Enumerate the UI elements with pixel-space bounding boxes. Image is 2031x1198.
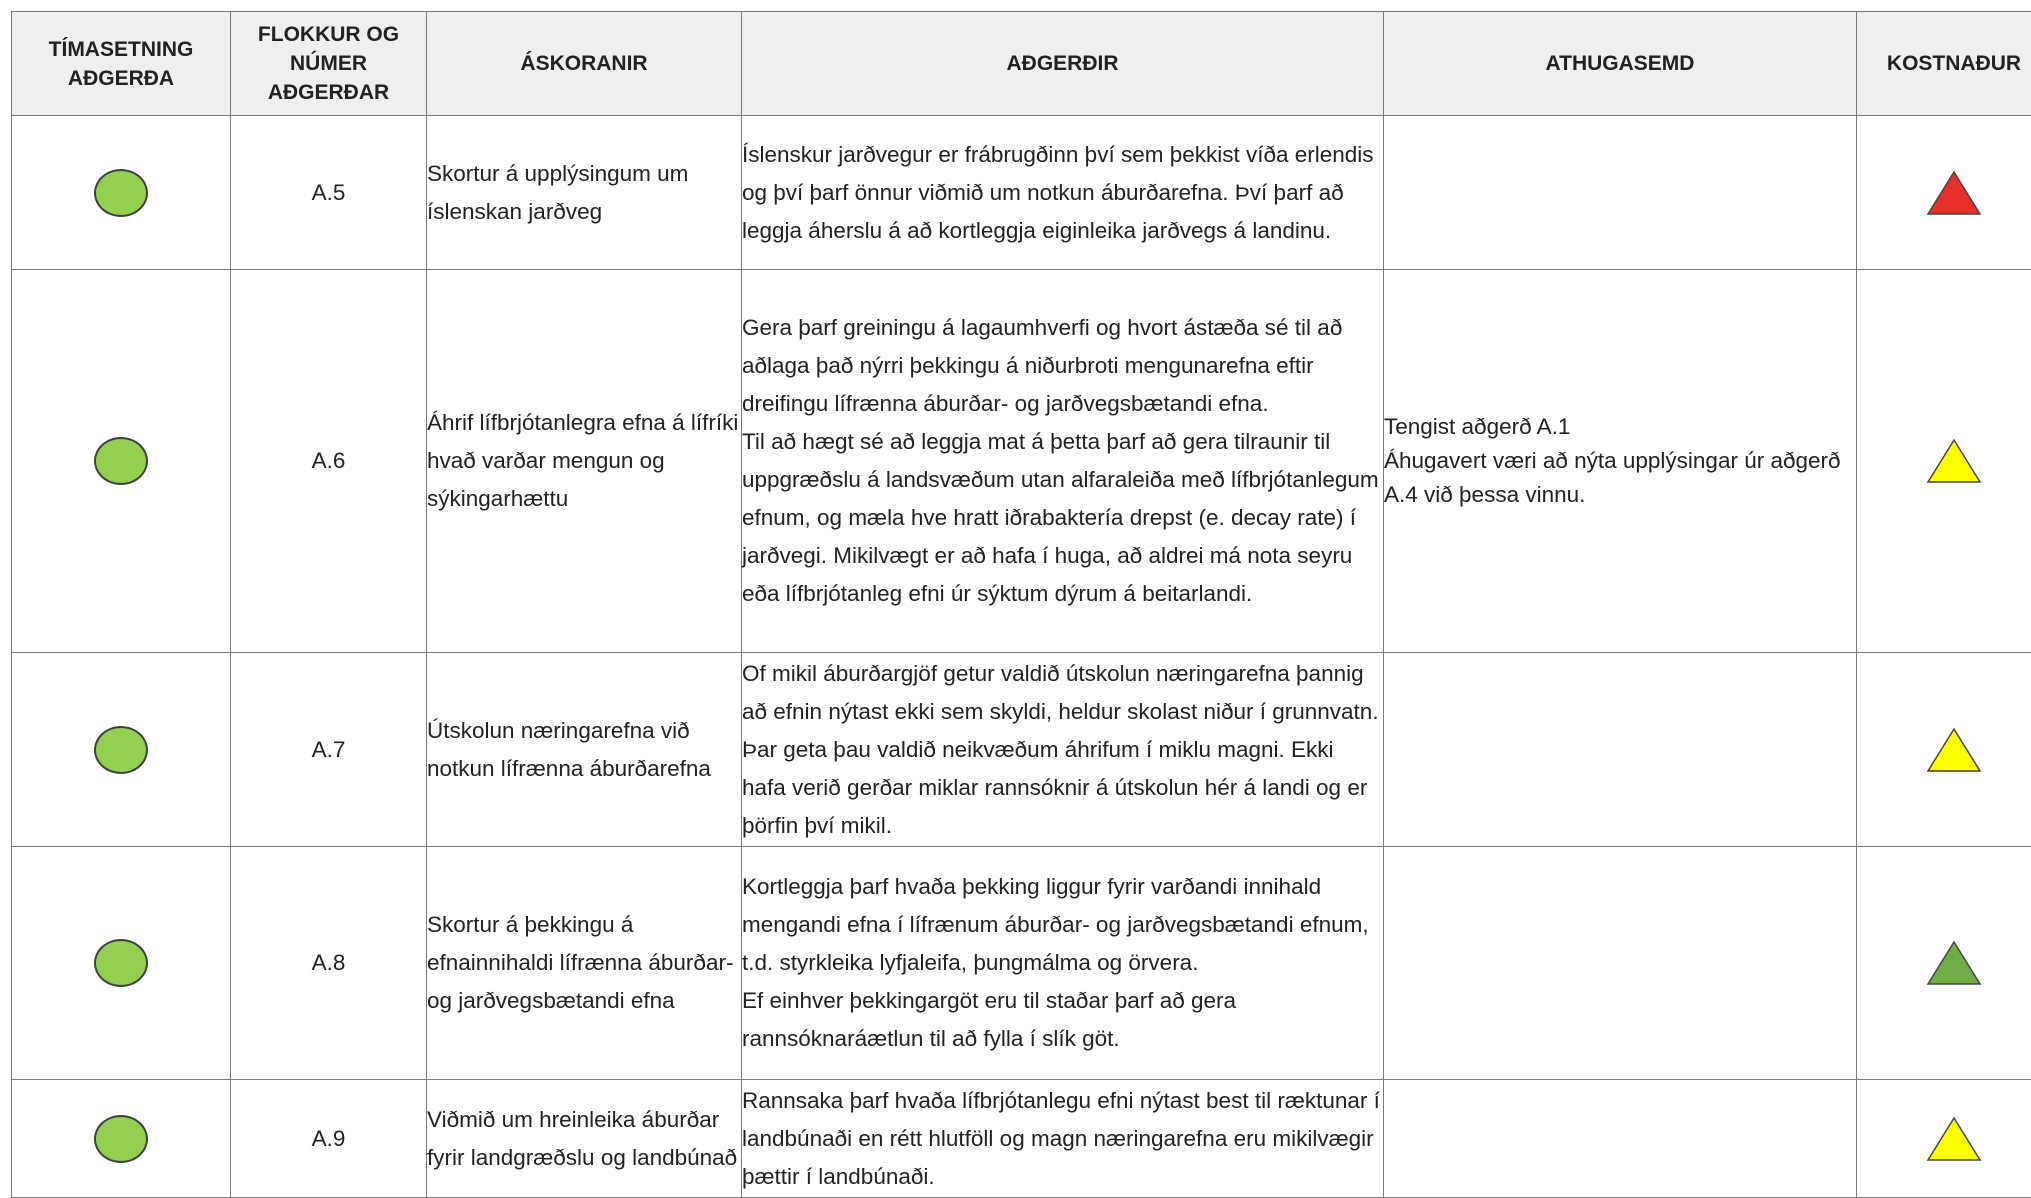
challenge-text: Áhrif lífbrjótanlegra efna á lífríki hvað varðar mengun og sýkingarhættu bbox=[427, 270, 742, 653]
red-triangle-icon bbox=[1925, 169, 1983, 217]
action-number: A.9 bbox=[231, 1080, 427, 1198]
header-challenges: ÁSKORANIR bbox=[427, 12, 742, 116]
cost-cell bbox=[1857, 116, 2031, 270]
action-paragraph: Til að hægt sé að leggja mat á þetta þarf að gera tilraunir til uppgræðslu á landsvæðum utan alfaraleiða með lífbrjótanlegum efnum, og mæla hve hratt iðrabaktería drepst (e. decay rate) í jarðvegi. Mikilvægt er að hafa í huga, að aldrei má nota seyru eða lífbrjótanleg efni úr sýktum dýrum á beitarlandi. bbox=[742, 423, 1383, 613]
action-paragraph: Gera þarf greiningu á lagaumhverfi og hvort ástæða sé til að aðlaga það nýrri þekkingu á niðurbroti mengunarefna eftir dreifingu lífrænna áburðar- og jarðvegsbætandi efna. bbox=[742, 309, 1383, 423]
table-row bbox=[12, 1080, 2031, 1198]
header-cost: KOSTNAÐUR bbox=[1857, 12, 2031, 116]
green-circle-icon bbox=[94, 1115, 148, 1163]
timing-cell bbox=[12, 1080, 231, 1198]
timing-cell bbox=[12, 847, 231, 1080]
note-cell bbox=[1384, 847, 1857, 1080]
table-row bbox=[12, 116, 2031, 270]
yellow-triangle-icon bbox=[1925, 726, 1983, 774]
table-row bbox=[12, 847, 2031, 1080]
action-paragraph: Kortleggja þarf hvaða þekking liggur fyrir varðandi innihald mengandi efna í lífrænum áburðar- og jarðvegsbætandi efnum, t.d. styrkleika lyfjaleifa, þungmálma og örvera. bbox=[742, 868, 1383, 982]
challenge-text: Viðmið um hreinleika áburðar fyrir landgræðslu og landbúnað bbox=[427, 1080, 742, 1198]
timing-cell bbox=[12, 116, 231, 270]
cost-cell bbox=[1857, 1080, 2031, 1198]
action-number: A.5 bbox=[231, 116, 427, 270]
note-line: Áhugavert væri að nýta upplýsingar úr aðgerð A.4 við þessa vinnu. bbox=[1384, 444, 1856, 512]
action-cell bbox=[742, 1080, 1384, 1198]
action-paragraph: Ef einhver þekkingargöt eru til staðar þarf að gera rannsóknaráætlun til að fylla í slík göt. bbox=[742, 982, 1383, 1058]
note-cell bbox=[1384, 116, 1857, 270]
action-number: A.7 bbox=[231, 653, 427, 847]
timing-cell bbox=[12, 270, 231, 653]
action-plan-table bbox=[11, 11, 2031, 1198]
action-cell bbox=[742, 270, 1384, 653]
cost-cell bbox=[1857, 847, 2031, 1080]
action-paragraph: Íslenskur jarðvegur er frábrugðinn því sem þekkist víða erlendis og því þarf önnur viðmið um notkun áburðarefna. Því þarf að leggja áherslu á að kortleggja eiginleika jarðvegs á landinu. bbox=[742, 136, 1383, 250]
green-circle-icon bbox=[94, 437, 148, 485]
green-circle-icon bbox=[94, 169, 148, 217]
action-paragraph: Rannsaka þarf hvaða lífbrjótanlegu efni nýtast best til ræktunar í landbúnaði en rétt hlutföll og magn næringarefna eru mikilvægir þættir í landbúnaði. bbox=[742, 1082, 1383, 1196]
action-number: A.8 bbox=[231, 847, 427, 1080]
note-cell bbox=[1384, 653, 1857, 847]
table-row bbox=[12, 653, 2031, 847]
header-number: FLOKKUR OG NÚMER AÐGERÐAR bbox=[231, 12, 427, 116]
green-circle-icon bbox=[94, 726, 148, 774]
action-cell bbox=[742, 847, 1384, 1080]
challenge-text: Útskolun næringarefna við notkun lífrænna áburðarefna bbox=[427, 653, 742, 847]
green-circle-icon bbox=[94, 939, 148, 987]
note-cell bbox=[1384, 1080, 1857, 1198]
action-number: A.6 bbox=[231, 270, 427, 653]
timing-cell bbox=[12, 653, 231, 847]
challenge-text: Skortur á þekkingu á efnainnihaldi lífrænna áburðar- og jarðvegsbætandi efna bbox=[427, 847, 742, 1080]
green-triangle-icon bbox=[1925, 939, 1983, 987]
header-notes: ATHUGASEMD bbox=[1384, 12, 1857, 116]
challenge-text: Skortur á upplýsingum um íslenskan jarðveg bbox=[427, 116, 742, 270]
table-row bbox=[12, 270, 2031, 653]
action-cell bbox=[742, 116, 1384, 270]
action-cell bbox=[742, 653, 1384, 847]
header-time: TÍMASETNING AÐGERÐA bbox=[12, 12, 231, 116]
cost-cell bbox=[1857, 270, 2031, 653]
cost-cell bbox=[1857, 653, 2031, 847]
yellow-triangle-icon bbox=[1925, 1115, 1983, 1163]
header-actions: AÐGERÐIR bbox=[742, 12, 1384, 116]
yellow-triangle-icon bbox=[1925, 437, 1983, 485]
header-row bbox=[12, 12, 2031, 116]
action-paragraph: Of mikil áburðargjöf getur valdið útskolun næringarefna þannig að efnin nýtast ekki sem skyldi, heldur skolast niður í grunnvatn. Þar geta þau valdið neikvæðum áhrifum í miklu magni. Ekki hafa verið gerðar miklar rannsóknir á útskolun hér á landi og er þörfin því mikil. bbox=[742, 655, 1383, 845]
note-cell bbox=[1384, 270, 1857, 653]
note-line: Tengist aðgerð A.1 bbox=[1384, 410, 1856, 444]
